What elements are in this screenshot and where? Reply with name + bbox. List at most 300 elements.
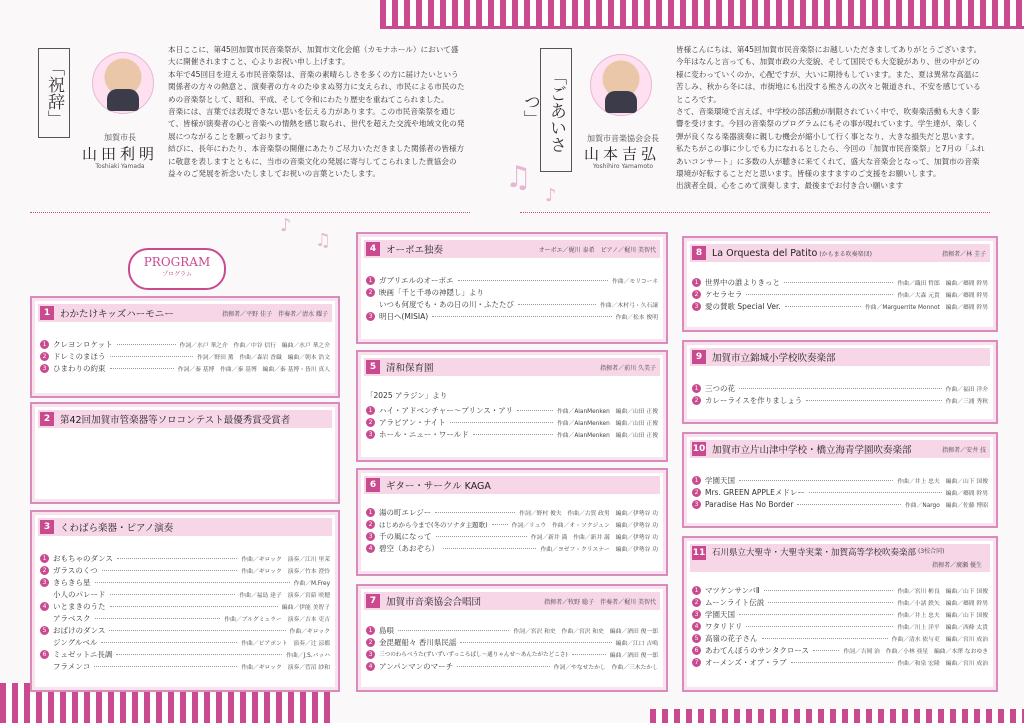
item-title: オーメンズ・オブ・ラブ <box>705 657 787 667</box>
item-list <box>40 552 330 672</box>
program-card-10 <box>682 432 998 528</box>
item-number: 1 <box>692 586 701 595</box>
item-number: 1 <box>366 276 375 285</box>
list-item <box>692 382 988 394</box>
assoc-president-romaji: Yoshihiro Yamamoto <box>592 163 654 170</box>
item-title: 小人のパレード <box>53 589 106 599</box>
list-item <box>692 620 988 632</box>
list-item <box>692 596 988 608</box>
card-number: 7 <box>366 594 380 608</box>
item-credit: 作曲／Marguerrite Monnot 編曲／郷間 幹男 <box>864 304 988 311</box>
dotted-leader <box>110 367 174 369</box>
dotted-leader <box>458 279 608 281</box>
item-list <box>366 506 658 554</box>
card-header <box>364 476 660 494</box>
dotted-leader <box>572 653 606 655</box>
item-credit: 作曲／AlanMenken 編曲／山田 正俊 <box>556 420 658 427</box>
dotted-leader <box>739 387 942 389</box>
divider <box>520 212 990 213</box>
card-credit: オーボエ／梶川 泰希 ピアノ／梶川 美智代 <box>538 246 656 254</box>
greeting-paragraph: 今年はなんと言っても、加賀市政の大変貌、そして国民でも大変貌があり、世の中がどの様に変わっていくのか、心配ですが、大いに期待もしています。また、夏は異常な高温に苦しみ、秋から冬には、市街地にも出没する熊さんの次々と報道され、不安を感じているところです。 <box>676 57 981 104</box>
item-credit: 作曲／ギロック 演奏／竹本 澄怜 <box>241 568 330 575</box>
item-list <box>366 274 658 322</box>
item-credit: 作曲／福島 達子 演奏／宮蒝 咲穂 <box>239 592 330 599</box>
dotted-leader <box>785 305 861 307</box>
list-item <box>366 648 658 660</box>
card-title: 清和保育園 <box>386 363 434 374</box>
list-item <box>366 428 658 440</box>
item-credit: 作曲／清水 依与吏 編曲／宮川 成治 <box>891 636 988 643</box>
item-title: いつも何度でも・あの日の川・ふたたび <box>379 299 514 309</box>
card-header <box>38 304 332 322</box>
dotted-leader <box>95 617 221 619</box>
list-item <box>40 624 330 636</box>
item-number: 3 <box>40 364 49 373</box>
dotted-leader <box>116 653 282 655</box>
card-number: 5 <box>366 360 380 374</box>
item-number: 3 <box>40 578 49 587</box>
item-title: 学園天国 <box>705 609 735 619</box>
list-item <box>40 576 330 588</box>
dotted-leader <box>791 661 894 663</box>
item-number: 3 <box>366 430 375 439</box>
item-credit: 作曲／ギロック 演奏／江川 里茉 <box>241 556 330 563</box>
item-title: アラベスク <box>53 613 91 623</box>
list-item <box>366 636 658 648</box>
item-credit: 編曲／郷間 幹男 <box>945 490 988 497</box>
card-header <box>690 440 990 458</box>
item-number: 3 <box>366 532 375 541</box>
item-number: 2 <box>366 520 375 529</box>
card-number: 9 <box>692 350 706 364</box>
item-number: 4 <box>692 622 701 631</box>
item-title: Paradise Has No Border <box>705 499 794 509</box>
list-item <box>40 660 330 672</box>
dotted-leader <box>797 503 901 505</box>
item-title: フラメンコ <box>53 661 91 671</box>
dotted-leader <box>94 665 237 667</box>
list-item <box>692 656 988 668</box>
item-title: ひまわりの約束 <box>53 363 106 373</box>
greeting-paragraph: 本日ここに、第45回加賀市民音楽祭が、加賀市文化会館（カモナホール）において盛大に開催されますこと、心よりお祝い申し上げます。 <box>168 45 459 67</box>
program-card-5 <box>356 350 668 462</box>
item-number: 2 <box>692 290 701 299</box>
dotted-leader <box>443 547 536 549</box>
list-item <box>692 644 988 656</box>
dotted-leader <box>517 409 553 411</box>
item-title: ワタリドリ <box>705 621 743 631</box>
item-list <box>692 474 988 510</box>
dotted-leader <box>102 569 238 571</box>
program-card-9 <box>682 340 998 424</box>
dotted-leader <box>739 613 893 615</box>
item-list <box>366 404 658 440</box>
item-title: 学園天国 <box>705 475 735 485</box>
card-number: 6 <box>366 478 380 492</box>
item-list <box>40 338 330 374</box>
item-list <box>692 584 988 668</box>
program-card-6 <box>356 468 668 576</box>
greeting-paragraph: 皆様こんにちは、第45回加賀市民音楽祭にお越しいただきましてありがとうございます。 <box>676 45 982 54</box>
card-title-sub: (かもまる吹奏楽団) <box>819 250 873 258</box>
item-credit: 作詞／水戸 華之介 作曲／中谷 信行 編曲／水戸 華之介 <box>179 342 330 349</box>
item-title: ドレミのまほう <box>53 351 106 361</box>
item-number: 4 <box>40 602 49 611</box>
card-credit: 指揮者／廣瀬 優生 <box>932 562 982 569</box>
greeting-paragraph: 出演者全員、心をこめて演奏します、最後までお付き合い願います <box>676 181 904 191</box>
greeting-paragraph: 結びに、長年にわたり、本音楽祭の開催にあたりご尽力いただきました関係者の皆様方に敬意を表しますとともに、当市の音楽文化の発展に寄与してこられました貴協会の益々のご発展を祈念いたしましてお祝いの言葉といたします。 <box>168 144 465 179</box>
dotted-leader <box>764 589 894 591</box>
card-number: 10 <box>692 444 706 454</box>
card-title: La Orquesta del Patito <box>712 247 818 259</box>
dotted-leader <box>746 625 893 627</box>
mayor-portrait <box>92 52 154 114</box>
dotted-leader <box>492 523 508 525</box>
card-header <box>690 244 990 262</box>
item-number: 2 <box>366 638 375 647</box>
item-credit: 作詞／野村 俊夫 作曲／古賀 政男 編曲／伊勢谷 功 <box>519 510 658 517</box>
item-credit: 作詞／秦 基博 作曲／秦 基博 編曲／秦 基博・皆川 真人 <box>177 366 330 373</box>
item-title: ムーンライト伝説 <box>705 597 765 607</box>
item-number: 1 <box>366 508 375 517</box>
card-number: 8 <box>692 246 706 260</box>
dotted-leader <box>768 601 893 603</box>
item-number: 2 <box>366 288 375 297</box>
program-card-8 <box>682 236 998 332</box>
program-card-2 <box>30 402 340 504</box>
dotted-leader <box>457 665 549 667</box>
card-title: 加賀市音楽協会合唱団 <box>386 597 482 608</box>
item-title: ハイ・アドベンチャー～プリンス・アリ <box>379 405 513 415</box>
list-item <box>692 288 988 300</box>
card-title: 第42回加賀市管楽器等ソロコンテスト最優秀賞受賞者 <box>60 415 291 426</box>
item-title: いとまきのうた <box>53 601 106 611</box>
list-item <box>366 404 658 416</box>
item-credit: 作曲／ギロック <box>289 628 330 635</box>
item-credit: 作曲／ブルグミュラー 演奏／吉本 吏吉 <box>224 616 330 623</box>
card-credit: 指揮者／牧野 聡子 伴奏者／梶川 美智代 <box>544 598 656 606</box>
item-title: アラビアン・ナイト <box>379 417 446 427</box>
item-credit: 作曲／Nargo 編曲／佐藤 博昭 <box>904 502 988 509</box>
card-title: くわばら楽器・ピアノ演奏 <box>60 523 174 534</box>
piano-keys-bottom-right-decoration <box>650 709 1024 723</box>
item-credit: 作曲／ヨゼフ・クリスナー 編曲／伊勢谷 功 <box>540 546 658 553</box>
greeting-assoc-title: 「ごあいさつ」 <box>540 48 572 172</box>
item-title: アンパンマンのマーチ <box>379 661 454 671</box>
list-item <box>692 394 988 406</box>
dotted-leader <box>398 629 509 631</box>
music-note-icon: ♪ <box>280 215 292 236</box>
list-item <box>366 518 658 530</box>
item-credit: 作曲／小諸 鉄矢 編曲／郷間 幹男 <box>897 600 988 607</box>
greeting-mayor-body <box>168 44 466 180</box>
item-number: 1 <box>40 340 49 349</box>
item-number: 1 <box>692 476 701 485</box>
item-title: 明日へ(MISIA) <box>379 311 429 321</box>
item-number: 3 <box>692 302 701 311</box>
card-credit: 指揮者／安井 技 <box>942 446 986 454</box>
card-header <box>38 518 332 536</box>
item-number: 5 <box>40 626 49 635</box>
item-credit: 編曲／伊能 美智子 <box>281 604 330 611</box>
piano-keys-top-decoration <box>380 0 1024 29</box>
item-title: ガラスのくつ <box>53 565 98 575</box>
greeting-paragraph: さて、音楽環境で言えば、中学校の部活動が制限されていく中で、吹奏楽活動も大きく影響を受けます。今回の音楽祭のプログラムにもその事が現れています。学生達が、楽しく弾が良くなる楽器演奏に親しむ機会が縮小して行く事となり、大きな損失だと思います。私たちがこの事に少しでも力になれるとしたら、今回の「加賀市民音楽祭」と7月の「ふれあいコンサート」に多数の人が聴きに来てくれて、盛大な音楽会となって、加賀市の音楽環境が好転することだと思います。皆様のますますのご支援をお願いします。 <box>676 107 985 179</box>
list-item <box>40 600 330 612</box>
item-title: あわてんぼうのサンタクロース <box>705 645 809 655</box>
item-credit: 作曲／ギロック 演奏／菅沼 紗和 <box>241 664 330 671</box>
dotted-leader <box>95 581 290 583</box>
item-title: ガブリエルのオーボエ <box>379 275 454 285</box>
item-title: マツケンサンバⅡ <box>705 585 760 595</box>
card-credit: 指揮者／平野 佳子 伴奏者／清水 耀子 <box>222 310 328 318</box>
dotted-leader <box>806 399 941 401</box>
item-list <box>692 382 988 406</box>
item-credit: 編曲／江口 吉鳴 <box>615 640 658 647</box>
item-number: 2 <box>692 396 701 405</box>
list-item <box>692 486 988 498</box>
item-title: ミュゼットニ長調 <box>53 649 113 659</box>
list-item <box>40 588 330 600</box>
item-credit: 作曲／大森 元貴 編曲／郷間 幹男 <box>897 292 988 299</box>
item-title: 金毘羅船々 香川県民謡 <box>379 637 457 647</box>
dotted-leader <box>784 281 893 283</box>
item-title: 世界中の誰よりきっと <box>705 277 780 287</box>
card-subtitle: 「2025 アラジン」より <box>366 391 448 400</box>
card-credit: 指揮者／林 圭子 <box>942 250 986 258</box>
card-number: 1 <box>40 306 54 320</box>
item-credit: 作曲／井上 忠夫 編曲／山下 国俊 <box>897 478 988 485</box>
card-header <box>690 348 990 366</box>
item-number: 2 <box>366 418 375 427</box>
item-list <box>366 624 658 672</box>
list-item <box>366 416 658 428</box>
greeting-paragraph: 本年で45回目を迎える市民音楽祭は、音楽の素晴らしさを多くの方に届けたいという関係者の方々の熱意と、演奏者の方々のたゆまぬ努力に支えられ、市民による市民のための音楽祭として、昭和、平成、そして令和にわたり歴史を重ねてこられました。 <box>168 69 465 104</box>
program-subtitle: プログラム <box>162 271 192 278</box>
card-title: 加賀市立錦城小学校吹奏楽部 <box>712 353 836 364</box>
card-title: オーボエ独奏 <box>386 245 444 256</box>
item-list <box>692 276 988 312</box>
item-number: 1 <box>692 278 701 287</box>
item-credit: 作曲／M.Frey <box>293 580 330 587</box>
dotted-leader <box>110 355 193 357</box>
dotted-leader <box>450 421 553 423</box>
item-number: 2 <box>692 598 701 607</box>
item-title: 映画「千と千尋の神隠し」より <box>379 287 484 297</box>
list-item <box>366 298 658 310</box>
portrait-figure <box>107 89 139 111</box>
list-item <box>692 276 988 288</box>
dotted-leader <box>809 491 942 493</box>
item-credit: 作曲／三浦 秀秋 <box>945 398 988 405</box>
card-title: わかたけキッズハーモニー <box>60 309 174 320</box>
dotted-leader <box>432 315 611 317</box>
item-credit: 作詞／リュウ 作曲／オ・ソクジュン 編曲／伊勢谷 功 <box>511 522 658 529</box>
card-title: ギター・サークル KAGA <box>386 481 491 492</box>
item-number: 4 <box>366 662 375 671</box>
list-item <box>692 608 988 620</box>
card-title-sub: (3校合同) <box>918 548 945 555</box>
item-title: おばけのダンス <box>53 625 106 635</box>
greeting-paragraph: 音楽には、言葉では表現できない思いを伝える力があります。この市民音楽祭を通じて、皆様が演奏者の心と音楽への情熱を感じ取られ、世代を超えた交流や地域文化の発展につながることを願っております。 <box>168 107 465 141</box>
list-item <box>366 542 658 554</box>
item-credit: 作曲／木村弓・久石譲 <box>600 302 658 309</box>
item-title: はじめから今まで(冬のソナタ主題歌) <box>379 520 488 529</box>
program-badge <box>128 248 226 290</box>
item-title: 愛の賛歌 Special Ver. <box>705 301 781 311</box>
list-item <box>40 636 330 648</box>
list-item <box>366 660 658 672</box>
program-title: PROGRAM <box>143 255 211 269</box>
item-number: 3 <box>692 500 701 509</box>
list-item <box>692 474 988 486</box>
item-credit: 作詞／やなせたかし 作曲／三木たかし <box>553 664 658 671</box>
mayor-role: 加賀市長 <box>104 133 136 142</box>
card-title: 加賀市立片山津中学校・橋立海青学園吹奏楽部 <box>712 445 912 456</box>
dotted-leader <box>110 593 236 595</box>
item-title: 高嶺の花子さん <box>705 633 758 643</box>
list-item <box>366 530 658 542</box>
item-title: 島唄 <box>379 625 394 635</box>
item-title: 千の風になって <box>379 531 432 541</box>
item-title: 碧空（あおぞら） <box>379 543 439 553</box>
item-number: 6 <box>40 650 49 659</box>
item-credit: 作曲／織田 哲郎 編曲／郷間 幹男 <box>897 280 988 287</box>
music-note-icon: ♫ <box>315 230 332 251</box>
item-title: 湯の町エレジー <box>379 507 432 517</box>
mayor-romaji: Toshiaki Yamada <box>95 163 145 170</box>
dotted-leader <box>518 303 596 305</box>
assoc-president-role: 加賀市音楽協会会長 <box>587 134 659 143</box>
list-item <box>692 300 988 312</box>
list-item <box>692 632 988 644</box>
item-credit: 作詞／新井 満 作曲／新井 満 編曲／伊勢谷 功 <box>530 534 658 541</box>
item-number: 3 <box>366 312 375 321</box>
mayor-name: 山田利明 <box>81 145 158 163</box>
card-number: 2 <box>40 412 54 426</box>
item-credit: 作曲／モリコーネ <box>612 278 658 285</box>
list-item <box>692 498 988 510</box>
dotted-leader <box>436 535 527 537</box>
list-item <box>692 584 988 596</box>
item-title: きらきら星 <box>53 577 91 587</box>
item-number: 6 <box>692 646 701 655</box>
item-title: 三つのわらべうた(ずいずいずっころばし～通りゃんせ～あんたがたどこさ) <box>379 652 568 658</box>
item-title: Mrs. GREEN APPLEメドレー <box>705 487 805 497</box>
list-item <box>366 286 658 298</box>
item-credit: 作曲／和泉 宏隆 編曲／宮川 成治 <box>897 660 988 667</box>
assoc-president-portrait <box>590 54 652 116</box>
item-credit: 作曲／AlanMenken 編曲／山田 正俊 <box>556 408 658 415</box>
item-number: 1 <box>692 384 701 393</box>
item-credit: 作曲／J.S.バッハ <box>286 652 330 659</box>
item-title: クレヨンロケット <box>53 339 113 349</box>
list-item <box>40 350 330 362</box>
greeting-mayor-title: 「祝辞」 <box>38 48 70 138</box>
item-number: 1 <box>366 406 375 415</box>
card-title: 石川県立大聖寺・大聖寺実業・加賀高等学校吹奏楽部 <box>712 548 917 558</box>
item-credit: 編曲／酒田 俊一郎 <box>609 652 658 659</box>
card-number: 11 <box>692 548 706 558</box>
dotted-leader <box>101 641 237 643</box>
list-item <box>40 362 330 374</box>
item-title: ジングルベル <box>53 637 98 647</box>
item-title: ホール・ニュー・ワールド <box>379 429 469 439</box>
list-item <box>40 648 330 660</box>
item-number: 3 <box>366 650 375 659</box>
list-item <box>366 274 658 286</box>
item-number: 3 <box>692 610 701 619</box>
dotted-leader <box>110 605 278 607</box>
program-card-11 <box>682 536 998 692</box>
item-number: 4 <box>366 544 375 553</box>
music-note-icon: ♫ <box>505 160 532 195</box>
list-item <box>40 564 330 576</box>
card-header <box>364 592 660 610</box>
card-header <box>364 358 660 376</box>
dotted-leader <box>739 479 893 481</box>
dotted-leader <box>746 293 893 295</box>
item-credit: 作曲／宮川 彬良 編曲／山下 国俊 <box>897 588 988 595</box>
list-item <box>366 310 658 322</box>
item-credit: 作曲／松本 俊明 <box>615 314 658 321</box>
program-card-4 <box>356 232 668 344</box>
item-credit: 作曲／川上 洋平 編曲／西條 太貴 <box>897 624 988 631</box>
list-item <box>366 624 658 636</box>
item-number: 1 <box>40 554 49 563</box>
assoc-president-name: 山本吉弘 <box>583 145 660 163</box>
dotted-leader <box>435 511 515 513</box>
card-header <box>364 240 660 258</box>
dotted-leader <box>109 629 285 631</box>
music-note-icon: ♪ <box>545 185 557 206</box>
program-card-7 <box>356 584 668 692</box>
program-card-3 <box>30 510 340 692</box>
item-credit: 作曲／福田 洋介 <box>945 386 988 393</box>
list-item <box>366 506 658 518</box>
card-number: 4 <box>366 242 380 256</box>
item-number: 1 <box>366 626 375 635</box>
item-credit: 作曲／井上 忠夫 編曲／山下 国俊 <box>897 612 988 619</box>
item-title: カレーライスを作りましょう <box>705 395 803 405</box>
list-item <box>40 612 330 624</box>
greeting-assoc-body <box>676 44 986 193</box>
item-number: 2 <box>692 488 701 497</box>
item-credit: 作詞／吉岡 治 作曲／小林 亜星 編曲／本澤 なおゆき <box>843 648 988 655</box>
item-number: 7 <box>692 658 701 667</box>
item-credit: 作詞／宮沢 和史 作曲／宮沢 和史 編曲／酒田 俊一郎 <box>513 628 658 635</box>
program-card-1 <box>30 296 340 398</box>
dotted-leader <box>762 637 888 639</box>
divider <box>30 212 470 213</box>
item-number: 2 <box>40 352 49 361</box>
dotted-leader <box>813 649 839 651</box>
item-title: おもちゃのダンス <box>53 553 113 563</box>
item-number: 2 <box>40 566 49 575</box>
list-item <box>40 552 330 564</box>
card-credit: 指揮者／前川 久美子 <box>600 364 656 372</box>
dotted-leader <box>473 433 553 435</box>
card-header <box>38 410 332 428</box>
item-title: 三つの花 <box>705 383 735 393</box>
portrait-figure <box>605 91 637 113</box>
dotted-leader <box>117 343 176 345</box>
card-number: 3 <box>40 520 54 534</box>
list-item <box>40 338 330 350</box>
item-credit: 作曲／ピアポント 演奏／辻 涼都 <box>241 640 330 647</box>
dotted-leader <box>117 557 237 559</box>
item-credit: 作曲／AlanMenken 編曲／山田 正俊 <box>556 432 658 439</box>
